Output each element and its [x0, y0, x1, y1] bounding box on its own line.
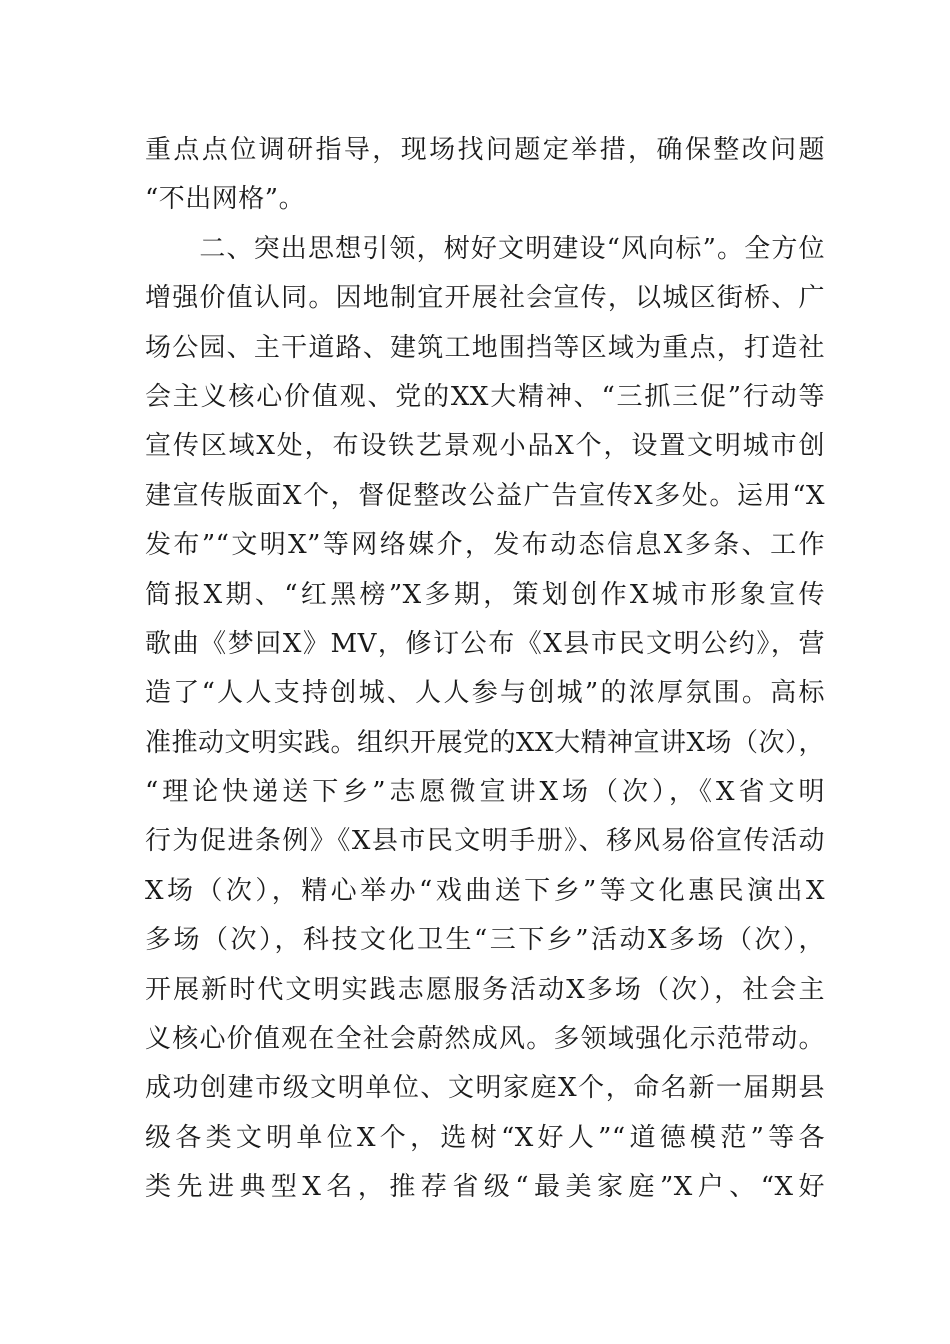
- text-line: 成功创建市级文明单位、文明家庭X个，命名新一届期县: [145, 1073, 825, 1104]
- text-line: 级各类文明单位X个，选树“X好人”“道德模范”等各: [145, 1122, 825, 1153]
- text-line: X场（次），精心举办“戏曲送下乡”等文化惠民演出X: [145, 875, 825, 906]
- text-line: 多场（次），科技文化卫生“三下乡”活动X多场（次），: [145, 925, 825, 956]
- body-text: [145, 126, 825, 1213]
- text-line: “不出网格”。: [145, 184, 306, 215]
- text-line: 二、突出思想引领，树好文明建设“风向标”。全方位: [145, 233, 825, 264]
- text-line: 重点点位调研指导，现场找问题定举措，确保整改问题: [145, 135, 825, 165]
- text-line: 准推动文明实践。组织开展党的XX大精神宣讲X场（次），: [145, 727, 826, 758]
- text-line: 会主义核心价值观、党的XX大精神、“三抓三促”行动等: [145, 381, 825, 412]
- text-line: 简报X期、“红黑榜”X多期，策划创作X城市形象宣传: [145, 579, 825, 610]
- text-line: 歌曲《梦回X》MV，修订公布《X县市民文明公约》，营: [145, 628, 825, 659]
- text-line: 造了“人人支持创城、人人参与创城”的浓厚氛围。高标: [145, 678, 825, 709]
- text-line: 开展新时代文明实践志愿服务活动X多场（次），社会主: [145, 974, 825, 1005]
- text-line: “理论快递送下乡”志愿微宣讲X场（次），《X省文明: [145, 777, 825, 808]
- text-line: 场公园、主干道路、建筑工地围挡等区域为重点，打造社: [145, 332, 825, 363]
- text-line: 增强价值认同。因地制宜开展社会宣传，以城区街桥、广: [145, 283, 825, 314]
- text-line: 发布”“文明X”等网络媒介，发布动态信息X多条、工作: [145, 530, 825, 561]
- text-line: 义核心价值观在全社会蔚然成风。多领域强化示范带动。: [145, 1024, 825, 1055]
- text-line: 行为促进条例》《X县市民文明手册》、移风易俗宣传活动: [145, 826, 825, 857]
- text-line: 类先进典型X名，推荐省级“最美家庭”X户、“X好: [145, 1172, 825, 1203]
- text-line: 建宣传版面X个，督促整改公益广告宣传X多处。运用“X: [145, 480, 825, 511]
- text-line: 宣传区域X处，布设铁艺景观小品X个，设置文明城市创: [145, 431, 825, 462]
